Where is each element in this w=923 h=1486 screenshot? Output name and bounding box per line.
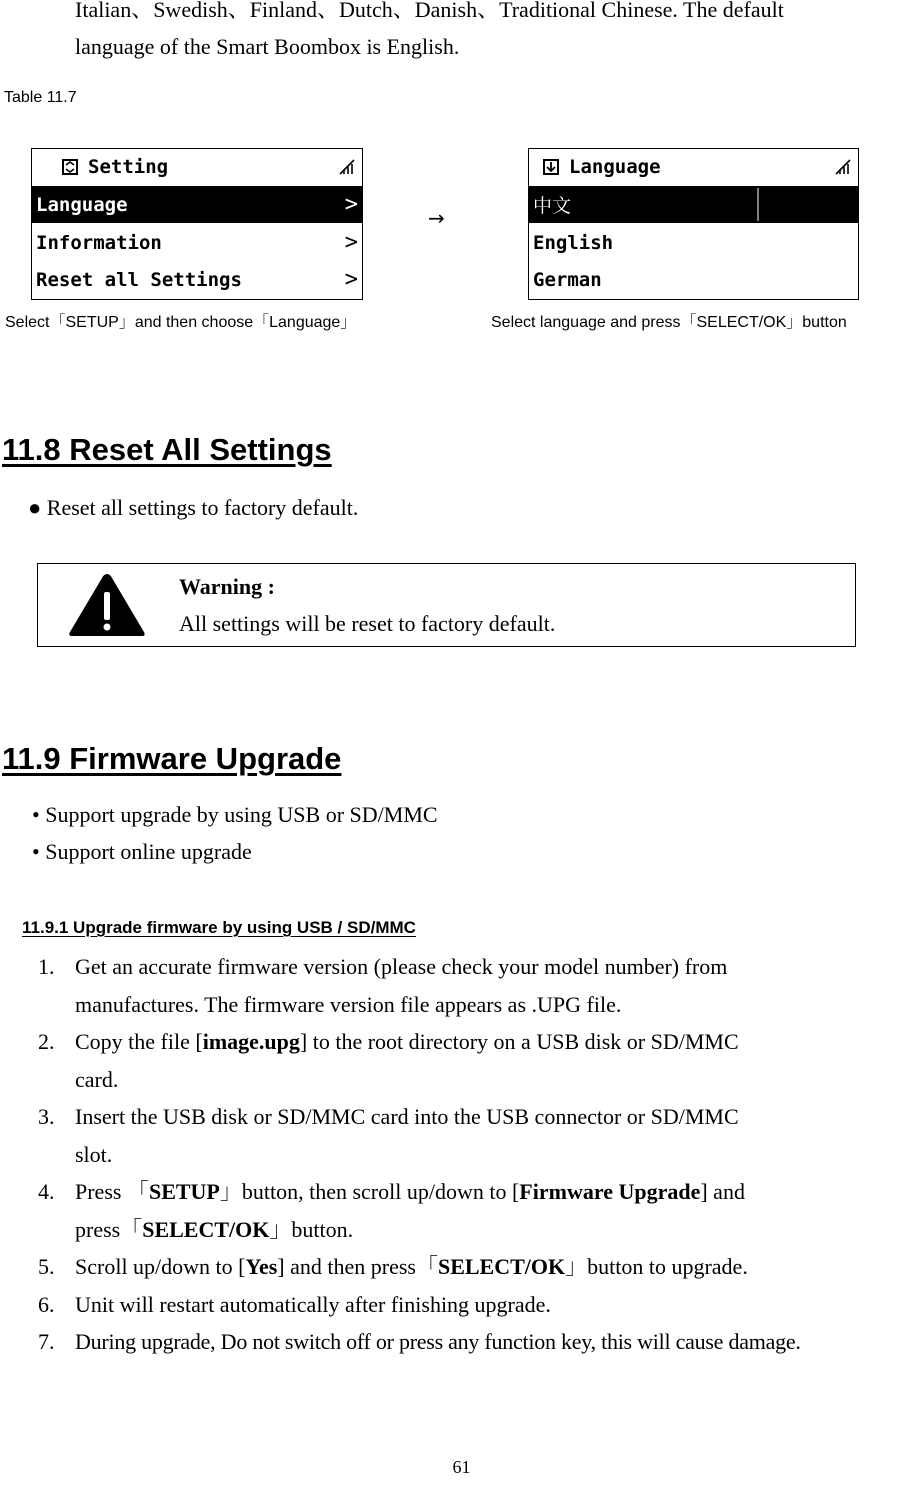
step-number: 3.	[38, 1104, 55, 1129]
step-key-select-ok: SELECT/OK	[142, 1216, 270, 1242]
list-item	[0, 1286, 923, 1324]
step-text: During upgrade, Do not switch off or press any function key, this will cause damage.	[75, 1329, 801, 1354]
step-menu-firmware-upgrade: Firmware Upgrade	[519, 1179, 701, 1204]
firmware-bullet-2: • Support online upgrade	[32, 839, 252, 864]
step-text: ] to the root directory on a USB disk or SD/MMC	[299, 1029, 739, 1054]
step-text: press「	[75, 1216, 143, 1242]
section-heading-reset: 11.8 Reset All Settings	[2, 432, 332, 467]
step-number: 1.	[38, 954, 55, 979]
menu-box-icon	[62, 159, 78, 175]
step-text: slot.	[75, 1141, 113, 1167]
page-number: 61	[452, 1457, 471, 1477]
signal-icon	[338, 158, 356, 181]
setting-row-information[interactable]	[32, 224, 362, 261]
language-screen	[528, 148, 859, 300]
setting-row-label: Reset all Settings	[36, 268, 242, 291]
warning-triangle-icon	[68, 572, 146, 638]
arrow-right-icon: →	[428, 206, 445, 230]
step-text: Press 「	[75, 1179, 149, 1204]
reset-bullet: ● Reset all settings to factory default.	[28, 495, 359, 520]
caption-right: Select language and press「SELECT/OK」button	[491, 314, 847, 331]
down-arrow-box-icon	[543, 159, 559, 175]
step-number: 2.	[38, 1029, 55, 1054]
step-number: 7.	[38, 1329, 55, 1354]
step-number: 5.	[38, 1254, 55, 1279]
step-text: ] and then press「	[277, 1254, 438, 1279]
language-row-german[interactable]	[529, 261, 858, 298]
setting-row-reset[interactable]	[32, 261, 362, 298]
chevron-right-icon: >	[344, 192, 358, 217]
step-option-yes: Yes	[245, 1254, 278, 1279]
step-text: 」button to upgrade.	[565, 1254, 748, 1279]
step-text: Scroll up/down to [	[75, 1254, 246, 1279]
intro-line-2: language of the Smart Boombox is English.	[75, 34, 460, 59]
step-text: Unit will restart automatically after finishing upgrade.	[75, 1291, 551, 1317]
warning-text: All settings will be reset to factory default.	[179, 611, 556, 636]
step-key-select-ok: SELECT/OK	[437, 1254, 566, 1279]
step-text: ] and	[700, 1179, 745, 1204]
upgrade-steps-list	[0, 948, 923, 1361]
step-text: 」button, then scroll up/down to [	[219, 1179, 520, 1204]
warning-box	[37, 563, 856, 647]
chevron-right-icon: >	[344, 230, 358, 255]
language-row-english[interactable]	[529, 224, 858, 261]
list-item	[0, 1098, 923, 1173]
step-text: manufactures. The firmware version file appears as .UPG file.	[75, 991, 622, 1017]
step-text: Insert the USB disk or SD/MMC card into the USB connector or SD/MMC	[75, 1104, 739, 1129]
table-label: Table 11.7	[4, 89, 77, 106]
caption-left: Select「SETUP」and then choose「Language」	[5, 314, 357, 331]
firmware-bullet-1: • Support upgrade by using USB or SD/MMC	[32, 802, 438, 827]
section-heading-firmware: 11.9 Firmware Upgrade	[2, 741, 342, 776]
language-row-label: English	[533, 231, 614, 254]
setting-screen	[31, 148, 363, 300]
step-text: 」button.	[269, 1216, 354, 1242]
signal-icon	[834, 158, 852, 181]
step-text: card.	[75, 1066, 119, 1092]
scrollbar-divider	[757, 188, 759, 221]
list-item	[0, 1248, 923, 1286]
language-row-chinese[interactable]	[529, 186, 858, 223]
language-screen-title-bar	[529, 149, 858, 185]
step-text: Get an accurate firmware version (please check your model number) from	[75, 954, 728, 979]
list-item	[0, 1323, 923, 1361]
intro-line-1: Italian、Swedish、Finland、Dutch、Danish、Traditional Chinese. The default	[75, 0, 784, 22]
language-row-label: German	[533, 268, 602, 291]
step-number: 4.	[38, 1179, 55, 1204]
language-row-label: 中文	[533, 195, 572, 217]
warning-title: Warning :	[179, 574, 275, 599]
step-filename: image.upg	[202, 1029, 300, 1054]
setting-row-label: Language	[36, 193, 128, 216]
step-key-setup: SETUP	[148, 1179, 220, 1204]
language-screen-title: Language	[569, 156, 661, 178]
step-number: 6.	[38, 1291, 55, 1317]
list-item	[0, 1023, 923, 1098]
step-text: Copy the file [	[75, 1029, 203, 1054]
chevron-right-icon: >	[344, 267, 358, 292]
setting-screen-title: Setting	[88, 156, 169, 178]
list-item	[0, 1173, 923, 1248]
setting-row-label: Information	[36, 231, 162, 254]
subheading-usb-upgrade: 11.9.1 Upgrade firmware by using USB / SD/MMC	[22, 918, 416, 937]
setting-row-language[interactable]	[32, 186, 362, 223]
setting-screen-title-bar	[32, 149, 362, 185]
list-item	[0, 948, 923, 1023]
